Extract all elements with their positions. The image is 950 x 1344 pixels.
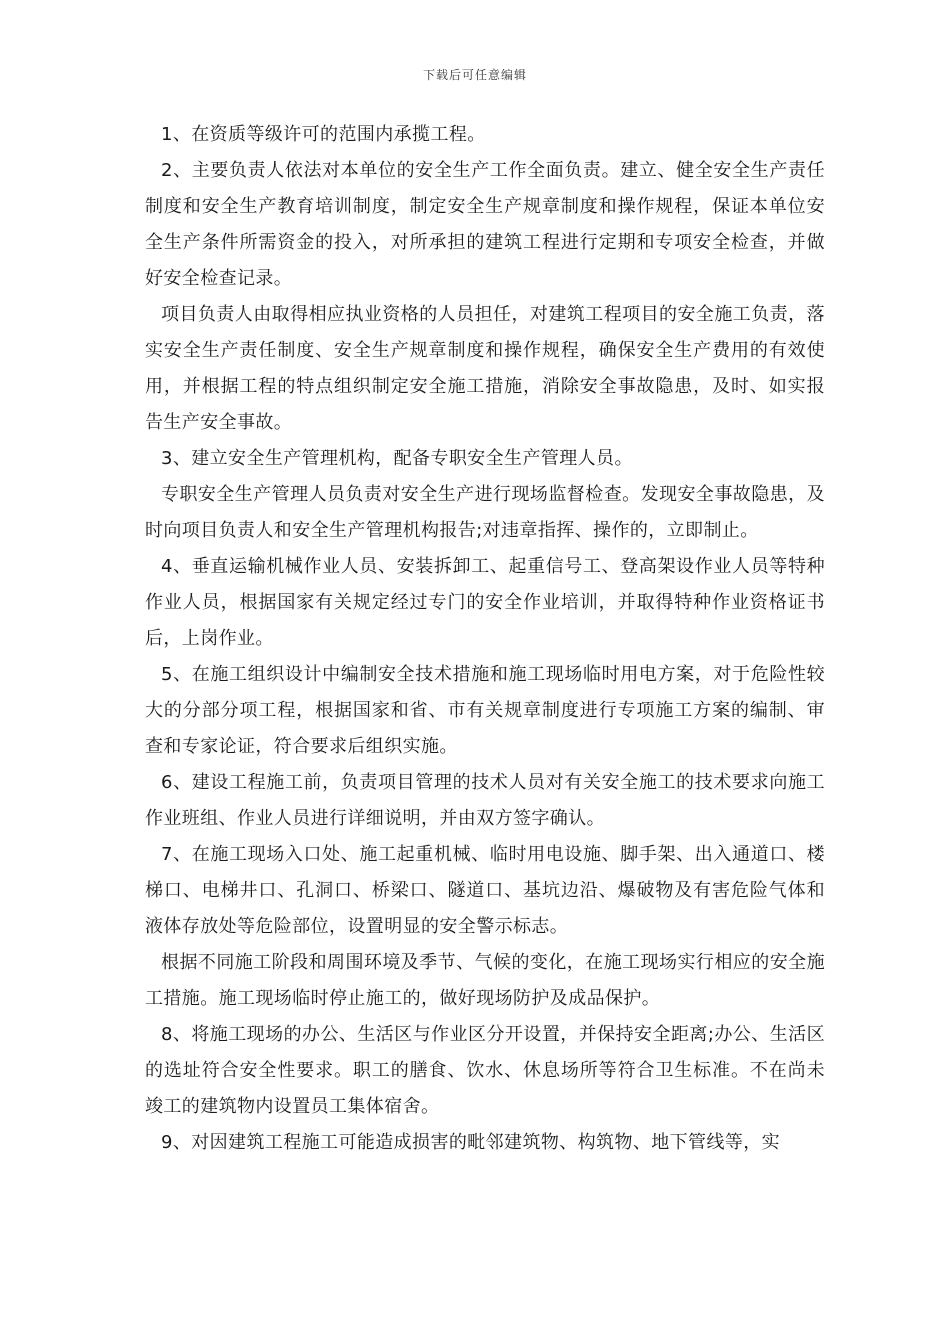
- paragraph-safety-staff: 专职安全生产管理人员负责对安全生产进行现场监督检查。发现安全事故隐患，及时向项目负责人和安全生产管理机构报告;对违章指挥、操作的，立即制止。: [145, 484, 825, 541]
- paragraph-item-1: 1、在资质等级许可的范围内承揽工程。: [161, 124, 486, 145]
- paragraph-stage-measures: 根据不同施工阶段和周围环境及季节、气候的变化，在施工现场实行相应的安全施工措施。施工现场临时停止施工的，做好现场防护及成品保护。: [145, 952, 825, 1009]
- paragraph-project-leader: 项目负责人由取得相应执业资格的人员担任，对建筑工程项目的安全施工负责，落实安全生产责任制度、安全生产规章制度和操作规程，确保安全生产费用的有效使用，并根据工程的特点组织制定安全施工措施，消除安全事故隐患，及时、如实报告生产安全事故。: [145, 304, 825, 433]
- paragraph-item-9: 9、对因建筑工程施工可能造成损害的毗邻建筑物、构筑物、地下管线等，实: [161, 1132, 781, 1153]
- document-body: [145, 117, 825, 1161]
- paragraph-item-5: 5、在施工组织设计中编制安全技术措施和施工现场临时用电方案，对于危险性较大的分部分项工程，根据国家和省、市有关规章制度进行专项施工方案的编制、审查和专家论证，符合要求后组织实施。: [145, 664, 825, 757]
- paragraph-item-2: 2、主要负责人依法对本单位的安全生产工作全面负责。建立、健全安全生产责任制度和安全生产教育培训制度，制定安全生产规章制度和操作规程，保证本单位安全生产条件所需资金的投入，对所承担的建筑工程进行定期和专项安全检查，并做好安全检查记录。: [145, 160, 825, 289]
- paragraph-item-8: 8、将施工现场的办公、生活区与作业区分开设置，并保持安全距离;办公、生活区的选址符合安全性要求。职工的膳食、饮水、休息场所等符合卫生标准。不在尚未竣工的建筑物内设置员工集体宿舍。: [145, 1024, 825, 1117]
- paragraph-item-7: 7、在施工现场入口处、施工起重机械、临时用电设施、脚手架、出入通道口、楼梯口、电梯井口、孔洞口、桥梁口、隧道口、基坑边沿、爆破物及有害危险气体和液体存放处等危险部位，设置明显的安全警示标志。: [145, 844, 825, 937]
- paragraph-item-3: 3、建立安全生产管理机构，配备专职安全生产管理人员。: [161, 448, 633, 469]
- page-header: 下载后可任意编辑: [422, 68, 527, 82]
- paragraph-item-4: 4、垂直运输机械作业人员、安装拆卸工、起重信号工、登高架设作业人员等特种作业人员，根据国家有关规定经过专门的安全作业培训，并取得特种作业资格证书后，上岗作业。: [145, 556, 825, 649]
- paragraph-item-6: 6、建设工程施工前，负责项目管理的技术人员对有关安全施工的技术要求向施工作业班组、作业人员进行详细说明，并由双方签字确认。: [145, 772, 825, 829]
